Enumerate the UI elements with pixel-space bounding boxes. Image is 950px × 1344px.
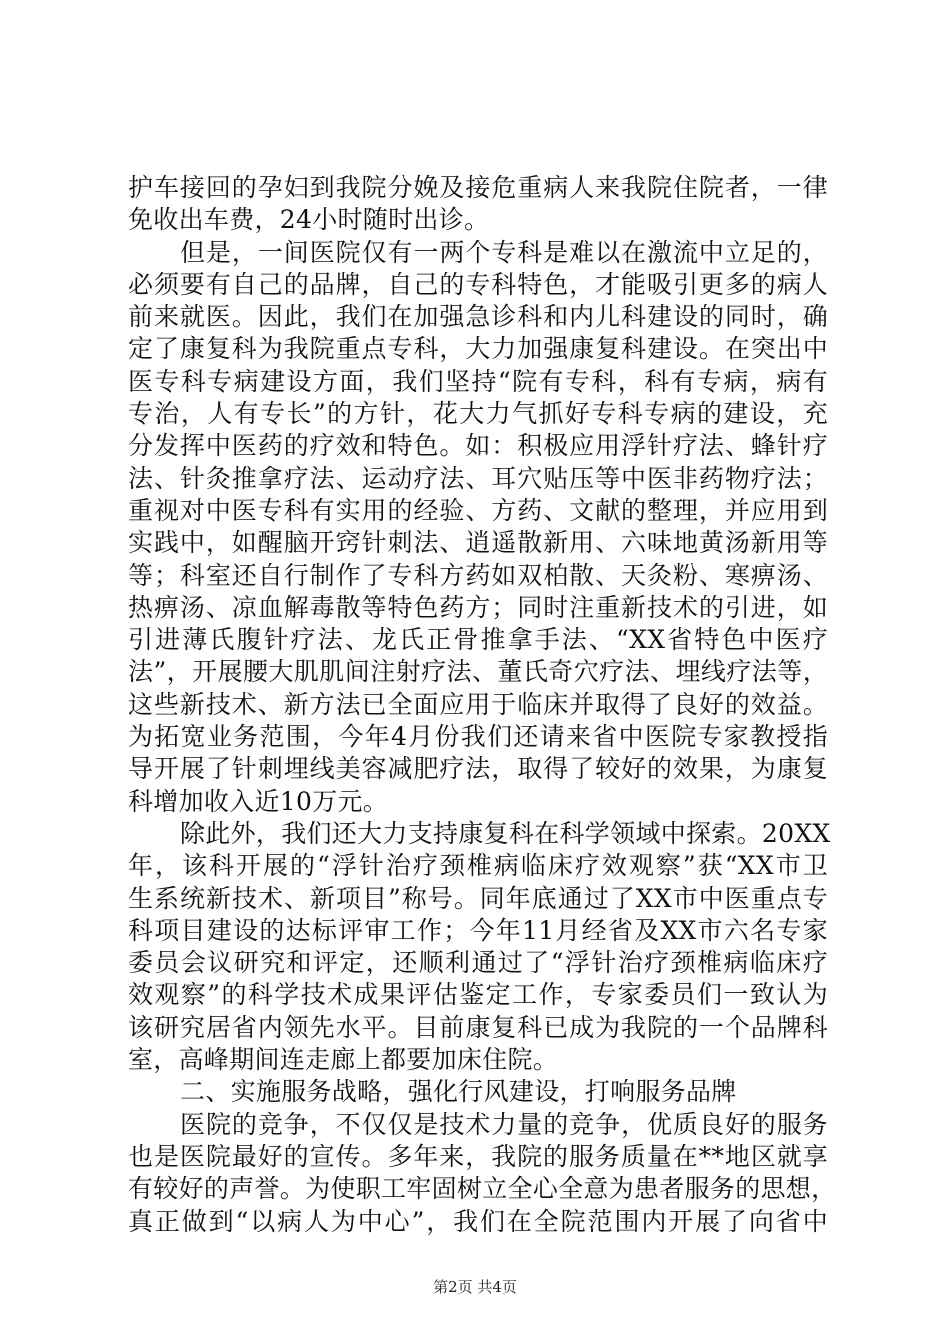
text-line: 免收出车费，24小时随时出诊。 <box>128 205 490 235</box>
section-heading: 二、实施服务战略，强化行风建设，打响服务品牌 <box>180 1077 737 1107</box>
text-line: 也是医院最好的宣传。多年来，我院的服务质量在**地区就享 <box>128 1141 828 1171</box>
text-line: 必须要有自己的品牌，自己的专科特色，才能吸引更多的病人 <box>128 269 828 299</box>
text-line: 护车接回的孕妇到我院分娩及接危重病人来我院住院者，一律 <box>128 173 828 202</box>
text-line: 科增加收入近10万元。 <box>128 786 389 816</box>
text-line: 等；科室还自行制作了专科方药如双柏散、天灸粉、寒痹汤、 <box>128 560 828 590</box>
text-line: 专治，人有专长”的方针，花大力气抓好专科专病的建设，充 <box>128 399 828 429</box>
text-line: 热痹汤、凉血解毒散等特色药方；同时注重新技术的引进，如 <box>128 592 828 622</box>
text-line: 效观察”的科学技术成果评估鉴定工作，专家委员们一致认为 <box>128 980 828 1010</box>
text-line: 引进薄氏腹针疗法、龙氏正骨推拿手法、“XX省特色中医疗 <box>128 625 828 655</box>
text-line: 委员会议研究和评定，还顺利通过了“浮针治疗颈椎病临床疗 <box>128 948 828 978</box>
paragraph-start-line: 医院的竞争，不仅仅是技术力量的竞争，优质良好的服务 <box>180 1109 828 1139</box>
text-line: 重视对中医专科有实用的经验、方药、文献的整理，并应用到 <box>128 495 828 525</box>
text-line: 分发挥中医药的疗效和特色。如：积极应用浮针疗法、蜂针疗 <box>128 431 828 461</box>
paragraph-start-line: 除此外，我们还大力支持康复科在科学领域中探索。20XX <box>180 818 831 848</box>
paragraph-start-line: 但是，一间医院仅有一两个专科是难以在激流中立足的， <box>180 237 828 267</box>
text-line: 生系统新技术、新项目”称号。同年底通过了XX市中医重点专 <box>128 883 828 913</box>
text-line: 法、针灸推拿疗法、运动疗法、耳穴贴压等中医非药物疗法； <box>128 463 828 493</box>
text-line: 有较好的声誉。为使职工牢固树立全心全意为患者服务的思想， <box>128 1174 837 1204</box>
text-line: 室，高峰期间连走廊上都要加床住院。 <box>128 1045 559 1075</box>
text-line: 实践中，如醒脑开窍针刺法、逍遥散新用、六味地黄汤新用等 <box>128 528 828 558</box>
text-line: 科项目建设的达标评审工作；今年11月经省及XX市六名专家 <box>128 915 828 945</box>
text-line: 为拓宽业务范围，今年4月份我们还请来省中医院专家教授指 <box>128 722 828 752</box>
text-line: 医专科专病建设方面，我们坚持“院有专科，科有专病，病有 <box>128 366 828 396</box>
text-line: 该研究居省内领先水平。目前康复科已成为我院的一个品牌科 <box>128 1012 828 1042</box>
text-line: 定了康复科为我院重点专科，大力加强康复科建设。在突出中 <box>128 334 828 364</box>
text-line: 年，该科开展的“浮针治疗颈椎病临床疗效观察”获“XX市卫 <box>128 851 828 881</box>
text-line: 真正做到“以病人为中心”，我们在全院范围内开展了向省中 <box>128 1206 828 1236</box>
text-line: 这些新技术、新方法已全面应用于临床并取得了良好的效益。 <box>128 689 828 719</box>
document-body <box>128 172 837 1238</box>
text-line: 导开展了针刺埋线美容减肥疗法，取得了较好的效果，为康复 <box>128 754 828 784</box>
text-line: 前来就医。因此，我们在加强急诊科和内儿科建设的同时，确 <box>128 302 828 332</box>
page-footer: 第2页 共4页 <box>433 1278 517 1296</box>
text-line: 法”，开展腰大肌肌间注射疗法、董氏奇穴疗法、埋线疗法等， <box>128 657 828 687</box>
